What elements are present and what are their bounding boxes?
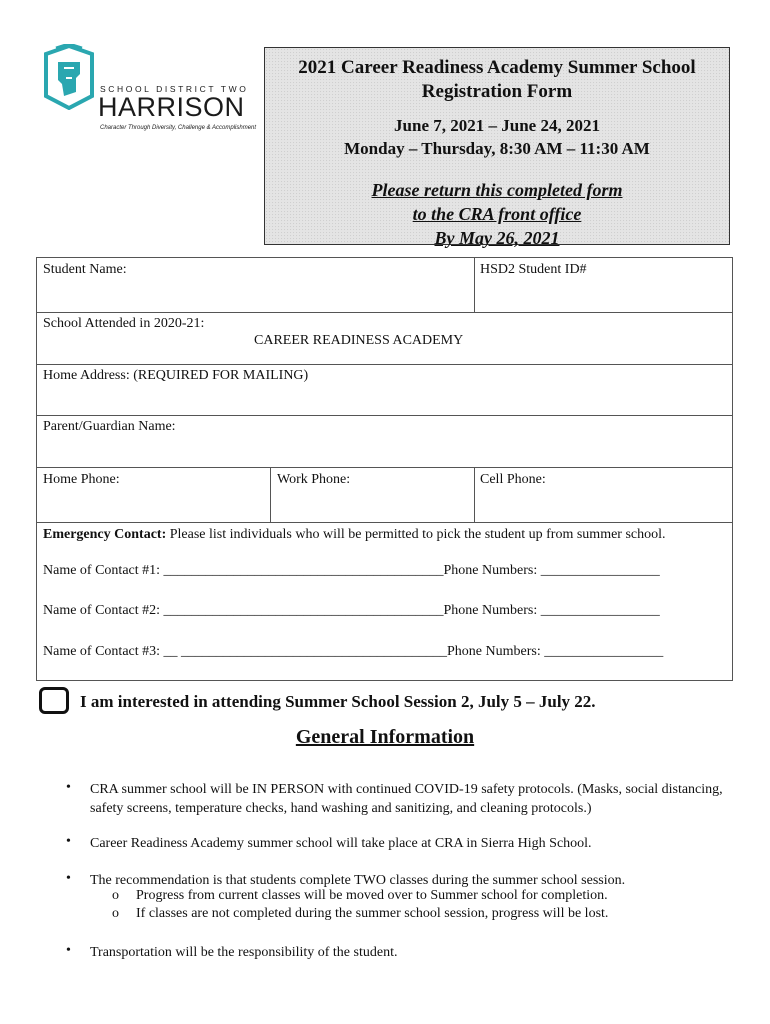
return-deadline: By May 26, 2021 bbox=[434, 228, 560, 248]
home-address-field[interactable]: Home Address: (REQUIRED FOR MAILING) bbox=[43, 368, 309, 383]
session2-interest-label: I am interested in attending Summer School Session 2, July 5 – July 22. bbox=[80, 692, 596, 711]
form-title-line1: 2021 Career Readiness Academy Summer School bbox=[298, 57, 696, 78]
general-info-heading: General Information bbox=[295, 726, 475, 748]
sub-bullet-icon: o bbox=[112, 888, 119, 903]
contact-1-line[interactable]: Name of Contact #1: ________________________________________Phone Numbers: _________________ bbox=[43, 563, 660, 578]
form-title-line2: Registration Form bbox=[421, 81, 573, 102]
schedule-days: Monday – Thursday, 8:30 AM – 11:30 AM bbox=[344, 139, 650, 158]
date-range: June 7, 2021 – June 24, 2021 bbox=[394, 116, 600, 135]
registration-form bbox=[36, 257, 733, 681]
info-bullet-3: The recommendation is that students complete TWO classes during the summer school session. bbox=[90, 873, 626, 888]
logo-district-text: SCHOOL DISTRICT TWO bbox=[100, 84, 249, 94]
district-logo-icon bbox=[42, 44, 96, 110]
emergency-contact-label: Emergency Contact: bbox=[43, 527, 167, 542]
info-subbullet-2: If classes are not completed during the summer school session, progress will be lost. bbox=[136, 906, 609, 921]
header-box bbox=[264, 47, 730, 248]
bullet-icon: • bbox=[66, 834, 71, 849]
contact-3-line[interactable]: Name of Contact #3: __ ______________________________________Phone Numbers: _________________ bbox=[43, 644, 664, 659]
cell-phone-field[interactable]: Cell Phone: bbox=[480, 472, 546, 487]
student-name-field[interactable]: Student Name: bbox=[43, 262, 127, 277]
emergency-contact-instructions bbox=[43, 527, 666, 543]
bullet-icon: • bbox=[66, 871, 71, 886]
work-phone-field[interactable]: Work Phone: bbox=[277, 472, 351, 487]
sub-bullet-icon: o bbox=[112, 906, 119, 921]
bullet-icon: • bbox=[66, 780, 71, 795]
info-bullet-2: Career Readiness Academy summer school will take place at CRA in Sierra High School. bbox=[90, 836, 592, 851]
home-phone-field[interactable]: Home Phone: bbox=[43, 472, 120, 487]
student-id-field[interactable]: HSD2 Student ID# bbox=[480, 262, 587, 277]
return-instruction-line2: to the CRA front office bbox=[412, 204, 582, 224]
logo-harrison-text: HARRISON bbox=[98, 92, 245, 122]
info-subbullet-1: Progress from current classes will be moved over to Summer school for completion. bbox=[136, 888, 608, 903]
contact-2-line[interactable]: Name of Contact #2: ________________________________________Phone Numbers: _________________ bbox=[43, 603, 660, 618]
guardian-name-field[interactable]: Parent/Guardian Name: bbox=[43, 419, 176, 434]
info-bullet-4: Transportation will be the responsibility of the student. bbox=[90, 945, 398, 960]
return-instruction-line1: Please return this completed form bbox=[371, 180, 623, 200]
session2-checkbox[interactable] bbox=[39, 687, 69, 714]
school-attended-label: School Attended in 2020-21: bbox=[43, 316, 205, 331]
logo-tagline: Character Through Diversity, Challenge & Accomplishment bbox=[100, 125, 257, 131]
emergency-contact-text: Please list individuals who will be permitted to pick the student up from summer school. bbox=[166, 527, 666, 542]
bullet-icon: • bbox=[66, 943, 71, 958]
info-bullet-1: CRA summer school will be IN PERSON with continued COVID-19 safety protocols. (Masks, social distancing, safety screens, temperature checks, hand washing and sanitizing, and cleaning protocols.) bbox=[90, 782, 723, 816]
school-attended-value[interactable]: CAREER READINESS ACADEMY bbox=[254, 333, 464, 348]
